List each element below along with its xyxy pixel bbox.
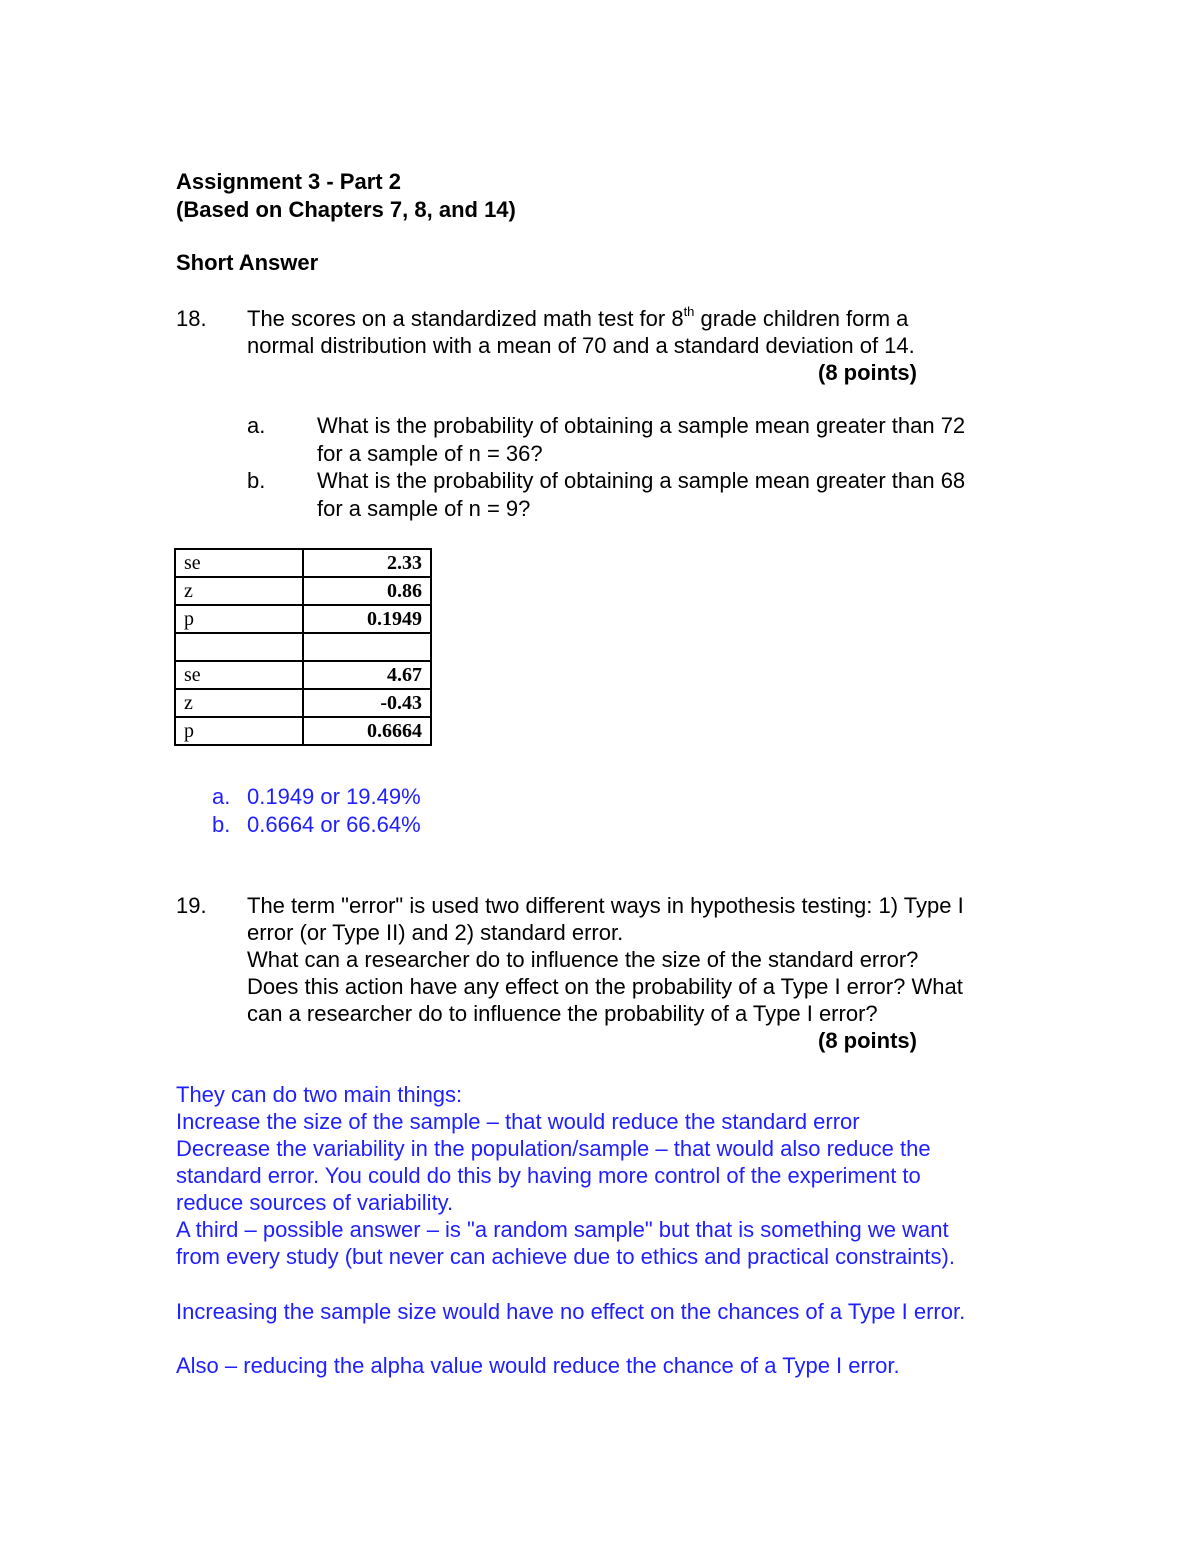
q18-line1-pre: The scores on a standardized math test for 8 [247,306,684,331]
row-value: 0.86 [303,577,431,605]
q19-answer-line: from every study (but never can achieve due to ethics and practical constraints). [176,1244,955,1269]
q18-line1-sup: th [683,303,695,319]
q18-line1 [247,305,908,333]
q19-line: The term "error" is used two different ways in hypothesis testing: 1) Type I [247,893,964,918]
row-value: -0.43 [303,689,431,717]
calculation-table [174,548,432,746]
row-label: se [175,549,303,577]
q18-answer-b: 0.6664 or 66.64% [247,812,421,837]
row-label: p [175,605,303,633]
row-label: z [175,689,303,717]
section-heading: Short Answer [176,250,319,275]
q18-points: (8 points) [818,360,917,385]
q18-number: 18. [176,306,207,331]
q19-line: What can a researcher do to influence the size of the standard error? [247,947,919,972]
table-row [175,633,431,661]
q18-line2: normal distribution with a mean of 70 and a standard deviation of 14. [247,333,915,358]
q19-points: (8 points) [818,1028,917,1053]
q19-answer-line: standard error. You could do this by having more control of the experiment to [176,1163,921,1188]
row-value [303,633,431,661]
row-label: z [175,577,303,605]
q18-part-b-line2: for a sample of n = 9? [317,496,531,521]
row-label: se [175,661,303,689]
q18-answer-a: 0.1949 or 19.49% [247,784,421,809]
table-row [175,577,431,605]
table-row [175,661,431,689]
assignment-title: Assignment 3 - Part 2 [176,169,401,194]
q18-part-b-letter: b. [247,468,266,493]
q19-answer-alpha: Also – reducing the alpha value would reduce the chance of a Type I error. [176,1353,900,1378]
assignment-subtitle: (Based on Chapters 7, 8, and 14) [176,197,516,222]
row-value: 4.67 [303,661,431,689]
q19-answer-line: They can do two main things: [176,1082,463,1107]
q19-line: can a researcher do to influence the probability of a Type I error? [247,1001,878,1026]
q19-line: error (or Type II) and 2) standard error. [247,920,624,945]
q19-number: 19. [176,893,207,918]
q18-line1-post: grade children form a [694,306,909,331]
row-value: 0.1949 [303,605,431,633]
q19-answer-line: A third – possible answer – is "a random sample" but that is something we want [176,1217,949,1242]
row-label: p [175,717,303,745]
q18-part-a-line1: What is the probability of obtaining a sample mean greater than 72 [317,413,966,438]
row-value: 2.33 [303,549,431,577]
q19-answer-line: Decrease the variability in the population/sample – that would also reduce the [176,1136,931,1161]
row-label [175,633,303,661]
q18-part-a-letter: a. [247,413,266,438]
table-row [175,605,431,633]
q18-answer-a-letter: a. [212,784,231,809]
q18-part-a-line2: for a sample of n = 36? [317,441,543,466]
table-row [175,717,431,745]
table-row [175,689,431,717]
q19-answer-line: Increase the size of the sample – that would reduce the standard error [176,1109,860,1134]
q19-answer-line: reduce sources of variability. [176,1190,454,1215]
q19-line: Does this action have any effect on the probability of a Type I error? What [247,974,963,999]
q18-part-b-line1: What is the probability of obtaining a sample mean greater than 68 [317,468,966,493]
q19-answer-type1: Increasing the sample size would have no effect on the chances of a Type I error. [176,1299,966,1324]
row-value: 0.6664 [303,717,431,745]
table-row [175,549,431,577]
q18-answer-b-letter: b. [212,812,231,837]
